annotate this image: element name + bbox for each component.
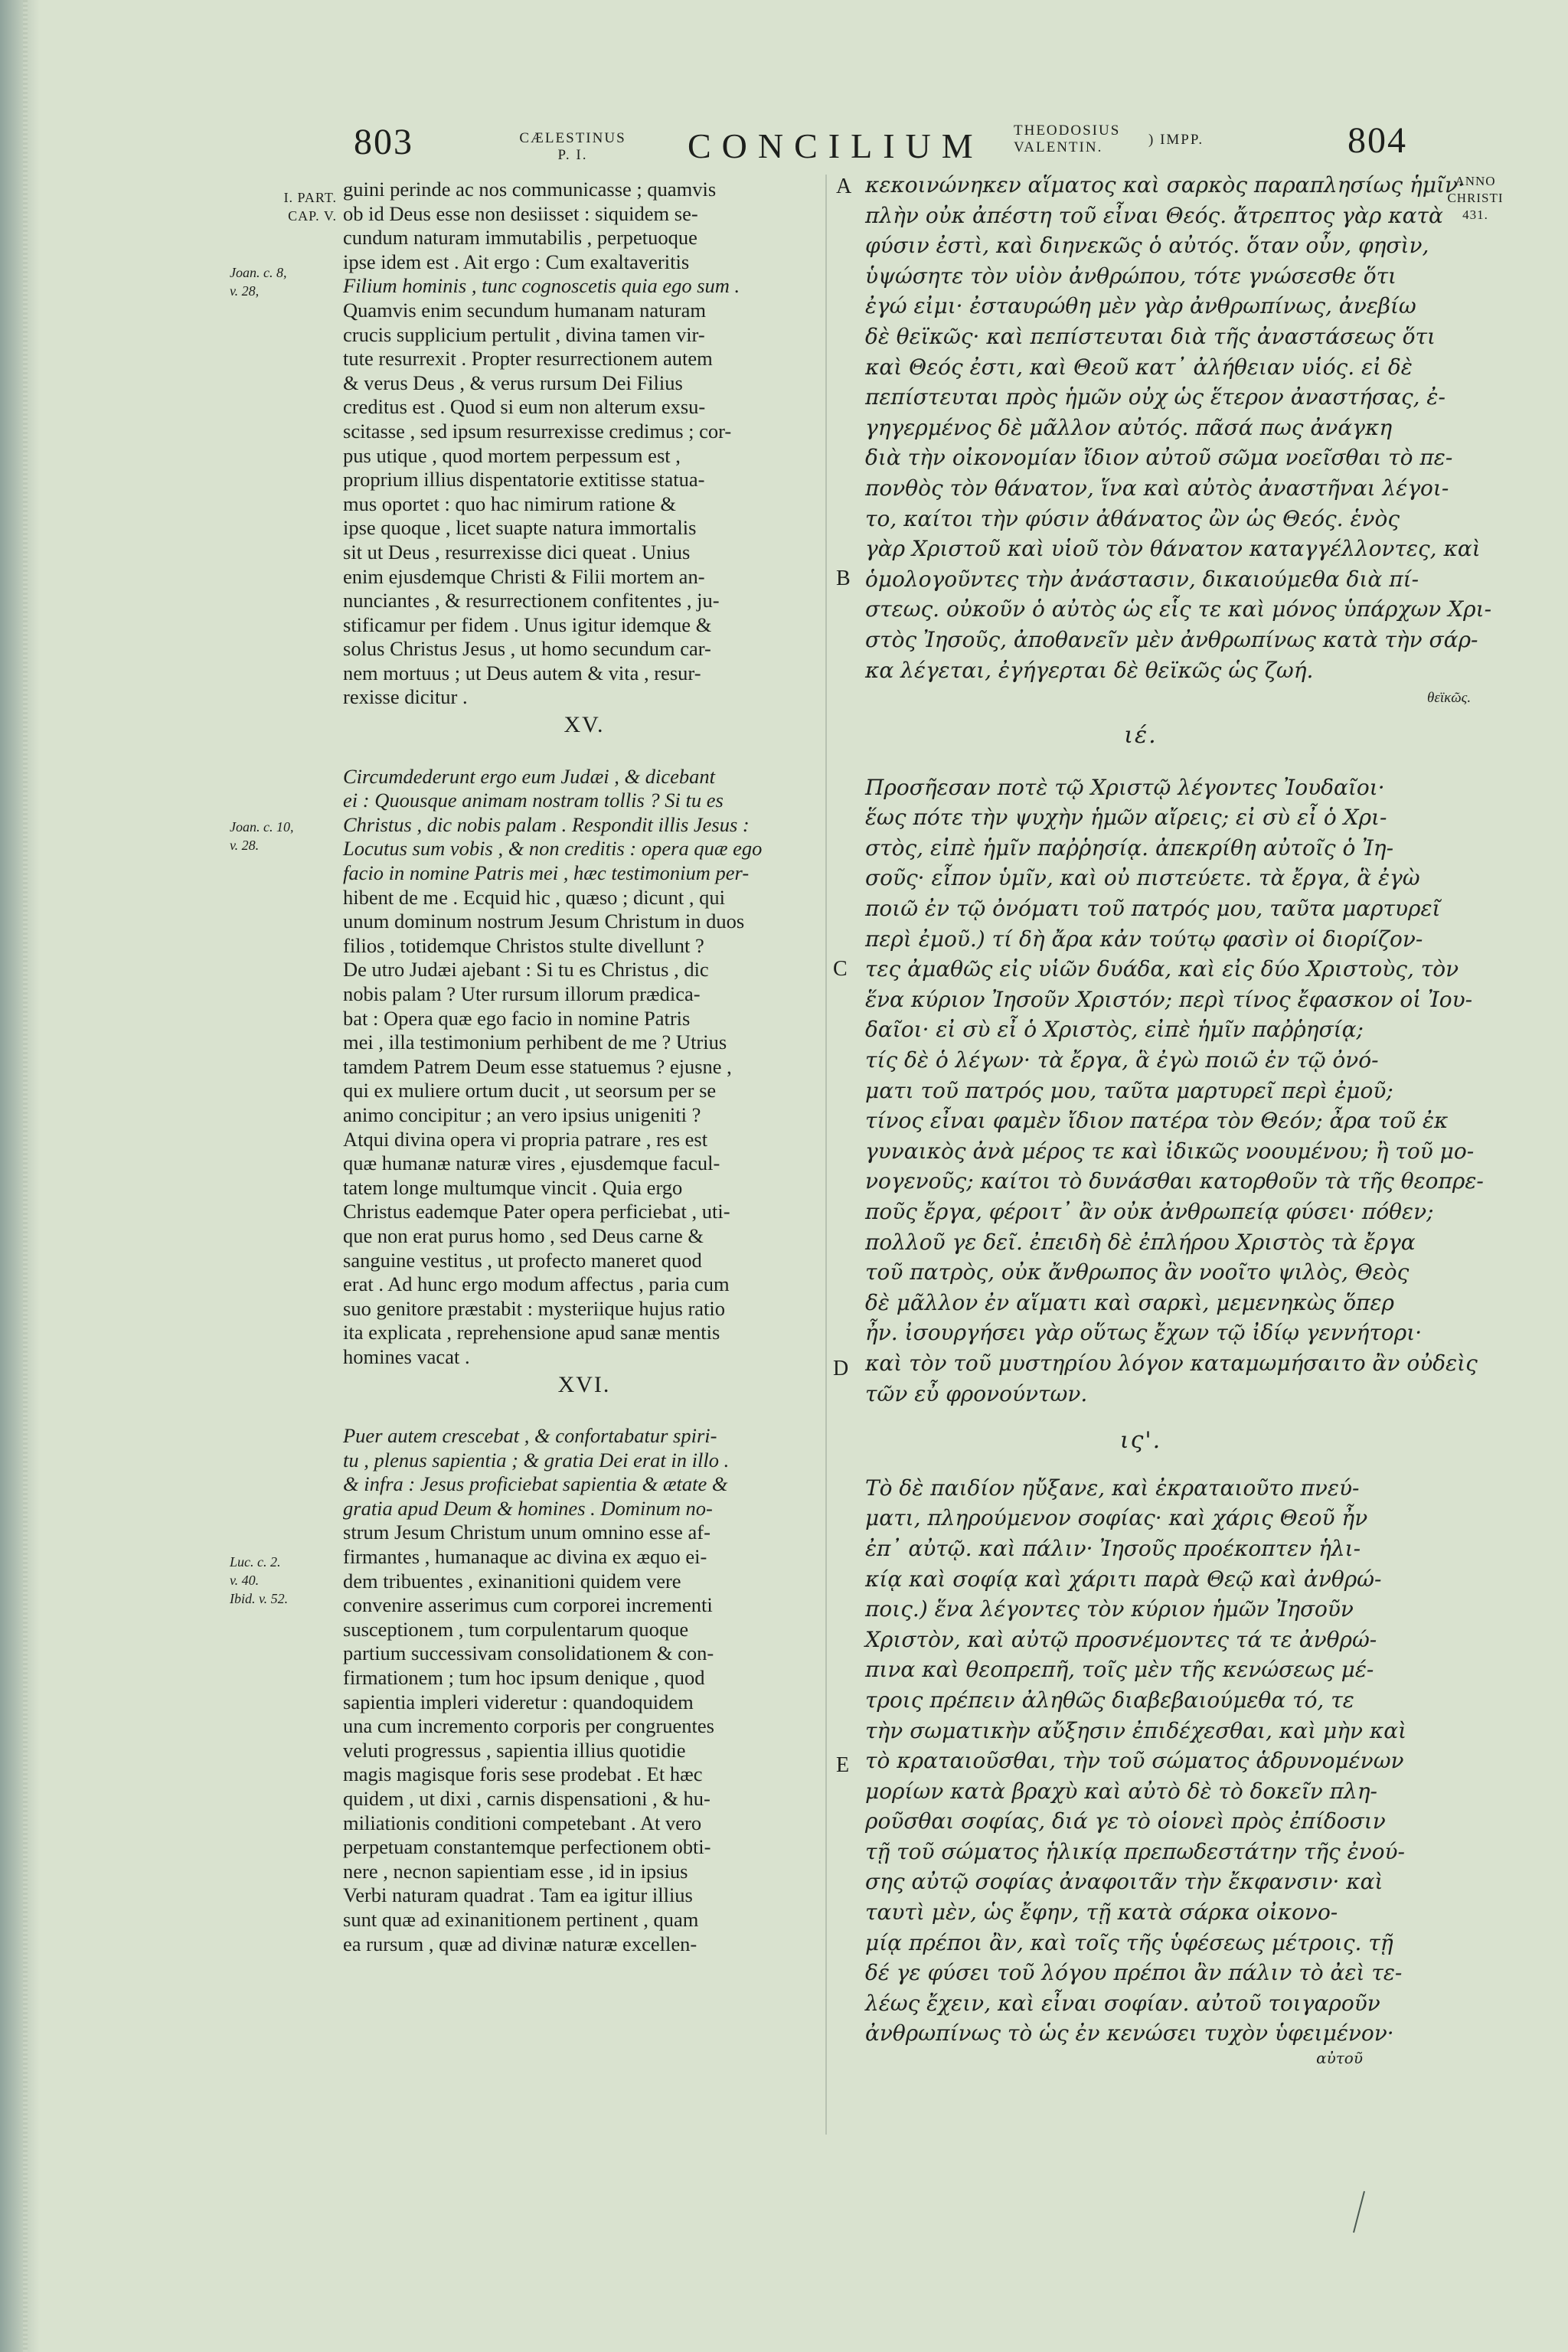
text-line: mei , illa testimonium perhibent de me ? Utrius [343, 1031, 727, 1054]
anno-line: ANNO [1455, 174, 1496, 188]
text-line: cundum naturam immutabilis , perpetuoque [343, 226, 697, 250]
text-line: γυναικὸς ἀνὰ μέρος τε καὶ ἰδικῶς νοουμένου; ἢ τοῦ μο- [865, 1138, 1475, 1164]
text-line: τοῦ πατρὸς, οὐκ ἄνθρωπος ἂν νοοῖτο ψιλὸς, Θεὸς [865, 1259, 1410, 1285]
section-heading-15: XV. [564, 712, 605, 738]
text-line: sanguine vestitus , ut profecto maneret quod [343, 1248, 702, 1272]
column-divider [825, 175, 827, 2135]
text-line: ipse quoque , licet suapte natura immortalis [343, 516, 697, 540]
running-head-line: THEODOSIUS [1014, 122, 1121, 139]
text-line: Circumdederunt ergo eum Judæi , & dicebant [343, 764, 715, 788]
reference-line: v. 28, [230, 283, 260, 299]
text-line: τὸ κραταιοῦσθαι, τὴν τοῦ σώματος ἁδρυνομένων [865, 1748, 1404, 1774]
text-line: ὑψώσητε τὸν υἱὸν ἀνθρώπου, τότε γνώσεσθε ὅτι [865, 263, 1397, 289]
reference-line: v. 28. [230, 838, 260, 853]
text-line: στὸς Ἰησοῦς, ἀποθανεῖν μὲν ἀνθρωπίνως κατὰ τὴν σάρ- [865, 626, 1478, 652]
text-line: πινα καὶ θεοπρεπῆ, τοῖς μὲν τῆς κενώσεως μέ- [865, 1657, 1374, 1683]
text-line: que non erat purus homo , sed Deus carne & [343, 1223, 704, 1247]
greek-paragraph [865, 773, 1484, 1409]
text-line: erat . Ad hunc ergo modum affectus , paria cum [343, 1272, 730, 1296]
reference-line: v. 40. [230, 1573, 260, 1588]
text-line: ipse idem est . Ait ergo : Cum exaltaveritis [343, 250, 690, 273]
text-line: τῶν εὖ φρονούντων. [865, 1380, 1088, 1406]
text-line: mus oportet : quo hac nimirum ratione & [343, 492, 676, 515]
text-line: πολλοῦ γε δεῖ. ἐπειδὴ δὲ ἐπλήρου Χριστὸς τὰ ἔργα [865, 1229, 1416, 1255]
text-line: & infra : Jesus proficiebat sapientia & ætate & [343, 1472, 728, 1496]
text-line: unum dominum nostrum Jesum Christum in duos [343, 910, 745, 933]
text-line: partium successivam consolidationem & con- [343, 1642, 714, 1665]
text-line: Προσῆεσαν ποτὲ τῷ Χριστῷ λέγοντες Ἰουδαῖοι· [865, 774, 1385, 800]
text-line: γὰρ Χριστοῦ καὶ υἱοῦ τὸν θάνατον καταγγέλλοντες, καὶ [865, 536, 1481, 562]
text-line: hibent de me . Ecquid hic , quæso ; dicunt , qui [343, 885, 726, 909]
section-letter: D [833, 1357, 849, 1380]
left-page-number: 803 [354, 122, 413, 162]
text-line: διὰ τὴν οἰκονομίαν ἴδιον αὐτοῦ σῶμα νοεῖσθαι τὸ πε- [865, 445, 1453, 471]
running-head-line: CÆLESTINUS [519, 130, 626, 146]
text-line: Locutus sum vobis , & non creditis : opera quæ ego [343, 837, 763, 861]
text-line: Filium hominis , tunc cognoscetis quia ego sum . [343, 274, 740, 298]
latin-column [343, 178, 825, 1956]
text-line: tamdem Patrem Deum esse statuemus ? ejusne , [343, 1054, 732, 1078]
text-line: dem tribuentes , exinanitioni quidem vere [343, 1569, 681, 1592]
text-line: De utro Judæi ajebant : Si tu es Christus , dic [343, 958, 709, 982]
part-line: I. PART. [283, 190, 337, 205]
margin-reference [230, 263, 322, 300]
text-line: τροις πρέπειν ἀληθῶς διαβεβαιούμεθα τό, τε [865, 1687, 1354, 1713]
text-line: κίᾳ καὶ σοφίᾳ καὶ χάριτι παρὰ Θεῷ καὶ ἀνθρώ- [865, 1566, 1382, 1592]
text-line: τίνος εἶναι φαμὲν ἴδιον πατέρα τὸν Θεόν; ἆρα τοῦ ἐκ [865, 1108, 1449, 1134]
text-line: gratia apud Deum & homines . Dominum no- [343, 1496, 713, 1520]
text-line: καὶ τὸν τοῦ μυστηρίου λόγον καταμωμήσαιτο ἂν οὐδεὶς [865, 1350, 1478, 1376]
text-line: ποις.) ἕνα λέγοντες τὸν κύριον ἡμῶν Ἰησοῦν [865, 1596, 1354, 1622]
text-line: sapientia impleri videretur : quandoquidem [343, 1690, 694, 1713]
text-line: πονθὸς τὸν θάνατον, ἵνα καὶ αὐτὸς ἀναστῆναι λέγοι- [865, 475, 1449, 501]
text-line: guini perinde ac nos communicasse ; quamvis [343, 178, 717, 201]
text-line: πλὴν οὐκ ἀπέστη τοῦ εἶναι Θεός. ἄτρεπτος γὰρ κατὰ [865, 202, 1443, 228]
section-heading-15-greek: ιέ. [1124, 722, 1158, 750]
text-line: Christus eademque Pater opera perficiebat , uti- [343, 1200, 730, 1223]
text-line: convenire asserimus cum corporei incrementi [343, 1593, 713, 1617]
text-line: Atqui divina opera vi propria patrare , res est [343, 1127, 708, 1151]
page-title: CONCILIUM [688, 126, 984, 165]
text-line: Christus , dic nobis palam . Respondit illis Jesus : [343, 812, 750, 836]
text-line: quæ humanæ naturæ vires , ejusdemque facul- [343, 1152, 720, 1175]
text-line: nunciantes , & resurrectionem confitentes , ju- [343, 589, 720, 612]
text-line: strum Jesum Christum unum omnino esse af- [343, 1521, 710, 1544]
text-line: τὴν σωματικὴν αὔξησιν ἐπιδέχεσθαι, καὶ μὴν καὶ [865, 1717, 1407, 1743]
text-line: σοῦς· εἶπον ὑμῖν, καὶ οὐ πιστεύετε. τὰ ἔργα, ἃ ἐγὼ [865, 865, 1420, 891]
text-line: qui ex muliere ortum ducit , ut seorsum per se [343, 1079, 717, 1102]
text-line: στὸς, εἰπὲ ἡμῖν παῤῥησίᾳ. ἀπεκρίθη αὐτοῖς ὁ Ἰη- [865, 835, 1394, 861]
text-line: una cum incremento corporis per congruentes [343, 1714, 714, 1738]
text-line: ei : Quousque animam nostram tollis ? Si tu es [343, 789, 724, 812]
text-line: λέως ἔχειν, καὶ εἶναι σοφίαν. αὐτοῦ τοιγαροῦν [865, 1990, 1380, 2016]
text-line: ποιῶ ἐν τῷ ὀνόματι τοῦ πατρός μου, ταῦτα μαρτυρεῖ [865, 896, 1441, 922]
latin-paragraph [343, 178, 825, 710]
text-line: τες ἀμαθῶς εἰς υἱῶν δυάδα, καὶ εἰς δύο Χριστοὺς, τὸν [865, 956, 1459, 982]
text-line: κεκοινώνηκεν αἵματος καὶ σαρκὸς παραπλησίως ἡμῖν· [865, 172, 1465, 198]
text-line: ἐγώ εἰμι· ἐσταυρώθη μὲν γὰρ ἀνθρωπίνως, ἀνεβίω [865, 293, 1416, 319]
text-line: tu , plenus sapientia ; & gratia Dei erat in illo . [343, 1448, 730, 1472]
text-line: ὁμολογοῦντες τὴν ἀνάστασιν, δικαιούμεθα διὰ πί- [865, 566, 1419, 592]
running-head-line: VALENTIN. [1014, 139, 1103, 155]
text-line: Quamvis enim secundum humanam naturam [343, 298, 706, 322]
text-line: πεπίστευται πρὸς ἡμῶν οὐχ ὡς ἕτερον ἀναστήσας, ἐ- [865, 384, 1446, 410]
text-line: firmationem ; tum hoc ipsum denique , quod [343, 1666, 705, 1690]
pen-mark [1348, 2190, 1370, 2236]
running-head-line: P. I. [557, 147, 588, 163]
text-line: susceptionem , tum corpulentarum quoque [343, 1617, 689, 1641]
section-letter: B [836, 567, 851, 590]
reference-line: Ibid. v. 52. [230, 1591, 289, 1606]
text-line: sit ut Deus , resurrexisse dici queat . Unius [343, 540, 691, 564]
text-line: δαῖοι· εἰ σὺ εἶ ὁ Χριστὸς, εἰπὲ ἡμῖν παῤῥησίᾳ; [865, 1017, 1364, 1043]
anno-line: 431. [1462, 207, 1488, 222]
margin-variant: θεϊκῶς. [1427, 690, 1472, 706]
section-heading-16-greek: ις'. [1119, 1427, 1162, 1455]
text-line: νογενοῦς; καίτοι τὸ δυνάσθαι κατορθοῦν τὰ τῆς θεοπρε- [865, 1168, 1484, 1194]
text-line: Verbi naturam quadrat . Tam ea igitur illius [343, 1883, 693, 1907]
section-heading-16: XVI. [557, 1371, 611, 1397]
section-letter: C [833, 957, 848, 981]
text-line: veluti progressus , sapientia illius quotidie [343, 1738, 686, 1762]
text-line: ea rursum , quæ ad divinæ naturæ excellen- [343, 1932, 697, 1955]
text-line: miliationis conditioni competebant . At vero [343, 1811, 702, 1834]
text-line: quidem , ut dixi , carnis dispensationi , & hu- [343, 1787, 710, 1810]
page-edge [23, 0, 28, 2352]
text-line: solus Christus Jesus , ut homo secundum car- [343, 637, 711, 661]
part-note [230, 188, 337, 225]
gutter-shadow [0, 0, 40, 2352]
text-line: ματι τοῦ πατρός μου, ταῦτα μαρτυρεῖ περὶ ἐμοῦ; [865, 1077, 1393, 1103]
text-line: δὲ μᾶλλον ἐν αἵματι καὶ σαρκὶ, μεμενηκὼς ὅπερ [865, 1289, 1395, 1315]
section-letter: A [836, 175, 852, 198]
text-line: perpetuam constantemque perfectionem obti- [343, 1835, 711, 1859]
greek-paragraph [865, 1473, 1416, 2049]
reference-line: Joan. c. 8, [230, 265, 287, 280]
text-line: δὲ θεϊκῶς· καὶ πεπίστευται διὰ τῆς ἀναστάσεως ὅτι [865, 323, 1436, 349]
right-running-head [1014, 122, 1159, 156]
part-line: CAP. V. [288, 208, 337, 224]
text-line: Χριστὸν, καὶ αὐτῷ προσνέμοντες τά τε ἀνθρώ- [865, 1626, 1377, 1652]
latin-paragraph [343, 765, 825, 1370]
margin-reference [230, 818, 322, 854]
anno-line: CHRISTI [1447, 191, 1504, 205]
text-line: suo genitore præstabit : mysteriique hujus ratio [343, 1296, 726, 1320]
text-line: firmantes , humanaque ac divina ex æquo ei- [343, 1545, 707, 1569]
text-line: μίᾳ πρέποι ἂν, καὶ τοῖς τῆς ὑφέσεως μέτροις. τῇ [865, 1929, 1393, 1955]
text-line: περὶ ἐμοῦ.) τί δὴ ἄρα κἀν τούτῳ φασὶν οἱ διορίζον- [865, 926, 1423, 952]
text-line: ἦν. ἰσουργήσει γὰρ οὕτως ἔχων τῷ ἰδίῳ γεννήτορι· [865, 1320, 1423, 1346]
text-line: ἕως πότε τὴν ψυχὴν ἡμῶν αἴρεις; εἰ σὺ εἶ ὁ Χρι- [865, 805, 1387, 831]
text-line: facio in nomine Patris mei , hæc testimonium per- [343, 861, 750, 885]
text-line: μορίων κατὰ βραχὺ καὶ αὐτὸ δὲ τὸ δοκεῖν πλη- [865, 1778, 1378, 1804]
text-line: καὶ Θεός ἐστι, καὶ Θεοῦ κατ᾽ ἀλήθειαν υἱός. εἰ δὲ [865, 354, 1413, 380]
text-line: το, καίτοι τὴν φύσιν ἀθάνατος ὢν ὡς Θεός. ἑνὸς [865, 505, 1400, 531]
text-line: pus utique , quod mortem perpessum est , [343, 443, 681, 467]
text-line: κα λέγεται, ἐγήγερται δὲ θεϊκῶς ὡς ζωή. [865, 657, 1314, 683]
reference-line: Luc. c. 2. [230, 1554, 281, 1570]
text-line: & verus Deus , & verus rursum Dei Filius [343, 371, 683, 394]
text-line: δέ γε φύσει τοῦ λόγου πρέποι ἂν πάλιν τὸ ἀεὶ τε- [865, 1960, 1403, 1986]
text-line: tute resurrexit . Propter resurrectionem autem [343, 347, 713, 371]
text-line: homines vacat . [343, 1344, 470, 1368]
right-page-number: 804 [1348, 120, 1407, 161]
text-line: magis magisque foris sese prodebat . Et hæc [343, 1762, 703, 1786]
text-line: ἐπ᾽ αὐτῷ. καὶ πάλιν· Ἰησοῦς προέκοπτεν ἡλι- [865, 1535, 1361, 1561]
text-line: scitasse , sed ipsum resurrexisse credimus ; cor- [343, 419, 732, 443]
text-line: ob id Deus esse non desiisset : siquidem se- [343, 201, 698, 225]
text-line: ποῦς ἔργα, φέροιτ᾽ ἂν οὐκ ἀνθρωπείᾳ φύσει· πόθεν; [865, 1199, 1434, 1224]
text-line: proprium illius dispentatorie extitisse statua- [343, 468, 705, 492]
text-line: στεως. οὐκοῦν ὁ αὐτὸς ὡς εἷς τε καὶ μόνος ὑπάρχων Χρι- [865, 596, 1492, 622]
text-line: animo concipitur ; an vero ipsius unigeniti ? [343, 1102, 701, 1126]
text-line: stificamur per fidem . Unus igitur idemque & [343, 612, 712, 636]
text-line: φύσιν ἐστὶ, καὶ διηνεκῶς ὁ αὐτός. ὅταν οὖν, φησὶν, [865, 233, 1429, 259]
text-line: Puer autem crescebat , & confortabatur spiri- [343, 1424, 717, 1448]
text-line: enim ejusdemque Christi & Filii mortem an- [343, 564, 705, 588]
text-line: nem mortuus ; ut Deus autem & vita , resur- [343, 661, 701, 684]
text-line: nere , necnon sapientiam esse , id in ipsius [343, 1859, 688, 1883]
running-head-suffix: ) IMPP. [1148, 132, 1204, 148]
section-letter: E [836, 1753, 850, 1777]
text-line: tatem longe multumque vincit . Quia ergo [343, 1175, 683, 1199]
text-line: nobis palam ? Uter rursum illorum prædica- [343, 982, 701, 1005]
catchword: αὐτοῦ [1316, 2049, 1363, 2068]
text-line: τῇ τοῦ σώματος ἡλικίᾳ πρεπωδεστάτην τῆς ἐνού- [865, 1838, 1406, 1864]
text-line: crucis supplicium pertulit , divina tamen vir- [343, 322, 705, 346]
left-running-head [496, 130, 649, 164]
text-line: ταυτὶ μὲν, ὡς ἔφην, τῇ κατὰ σάρκα οἰκονο- [865, 1900, 1338, 1926]
text-line: bat : Opera quæ ego facio in nomine Patris [343, 1006, 691, 1030]
text-line: ἀνθρωπίνως τὸ ὡς ἐν κενώσει τυχὸν ὑφειμένον· [865, 2020, 1394, 2047]
text-line: Τὸ δὲ παιδίον ηὔξανε, καὶ ἐκραταιοῦτο πνεύ- [865, 1475, 1360, 1501]
reference-line: Joan. c. 10, [230, 819, 294, 835]
text-line: γηγερμένος δὲ μᾶλλον αὐτός. πᾶσά πως ἀνάγκη [865, 414, 1393, 440]
text-line: rexisse dicitur . [343, 685, 468, 709]
text-line: sunt quæ ad exinanitionem pertinent , quam [343, 1907, 699, 1931]
latin-paragraph [343, 1424, 825, 1956]
text-line: ἕνα κύριον Ἰησοῦν Χριστόν; περὶ τίνος ἔφασκον οἱ Ἰου- [865, 986, 1473, 1012]
text-line: ροῦσθαι σοφίας, διά γε τὸ οἱονεὶ πρὸς ἐπίδοσιν [865, 1808, 1386, 1834]
text-line: ματι, πληρούμενον σοφίας· καὶ χάρις Θεοῦ ἦν [865, 1505, 1368, 1531]
text-line: ita explicata , reprehensione apud sanæ mentis [343, 1321, 720, 1344]
text-line: filios , totidemque Christos stulte divellunt ? [343, 933, 704, 957]
text-line: σης αὐτῷ σοφίας ἀναφοιτᾶν τὴν ἔκφανσιν· καὶ [865, 1869, 1383, 1895]
margin-reference [230, 1553, 329, 1608]
text-line: creditus est . Quod si eum non alterum exsu- [343, 395, 706, 419]
text-line: τίς δὲ ὁ λέγων· τὰ ἔργα, ἃ ἐγὼ ποιῶ ἐν τῷ ὀνό- [865, 1047, 1379, 1073]
